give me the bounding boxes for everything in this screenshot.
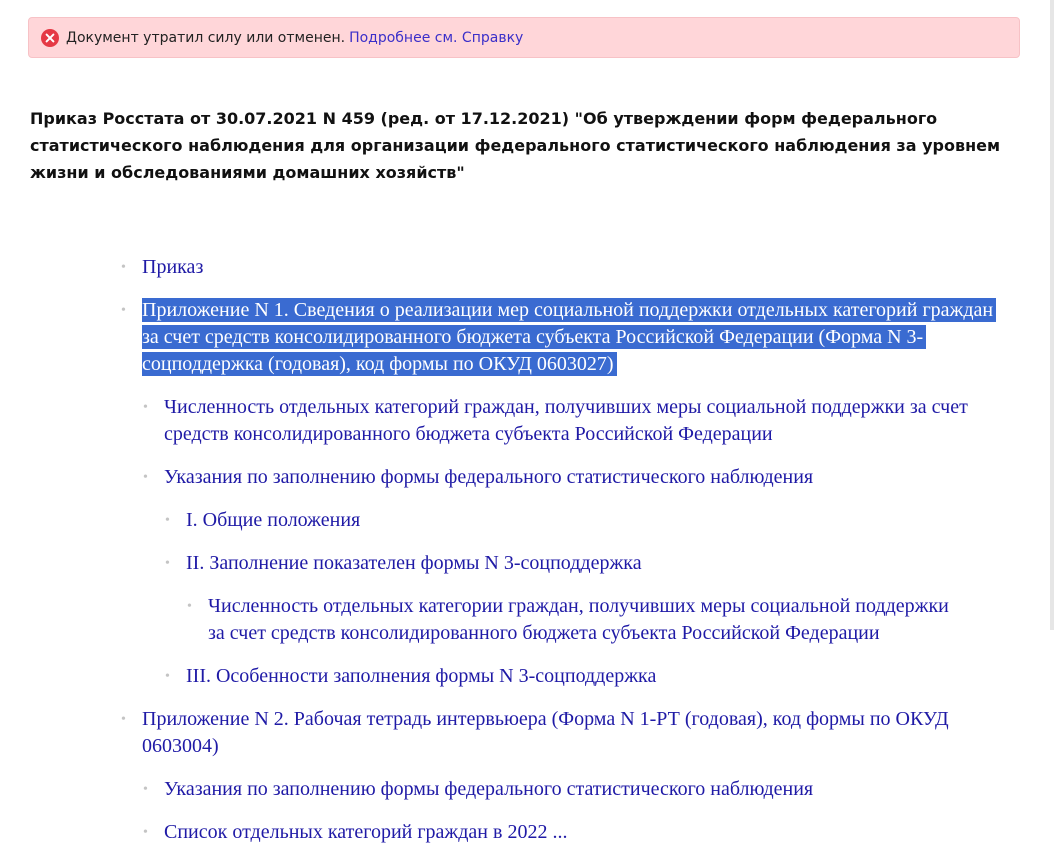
bullet-icon: • bbox=[121, 260, 126, 275]
error-circle-icon bbox=[41, 29, 59, 47]
toc-link[interactable] bbox=[142, 297, 1012, 378]
bullet-icon: • bbox=[143, 825, 148, 840]
toc-item-list-2022 bbox=[0, 819, 1014, 846]
toc-link[interactable]: Приказ bbox=[142, 256, 204, 278]
toc-item-beneficiaries-count-sub bbox=[0, 593, 968, 647]
toc-link[interactable]: Приложение N 2. Рабочая тетрадь интервьюера (Форма N 1-РТ (годовая), код формы по ОКУД 0603004) bbox=[142, 708, 949, 757]
toc-item-order bbox=[0, 254, 1012, 281]
help-link[interactable]: Подробнее см. Справку bbox=[349, 29, 524, 46]
bullet-icon: • bbox=[143, 470, 148, 485]
document-title: Приказ Росстата от 30.07.2021 N 459 (ред. от 17.12.2021) "Об утверждении форм федерального статистического наблюдения для организации федерального статистического наблюдения за уровнем жизни и обследованиями домашних хозяйств" bbox=[30, 109, 1001, 182]
alert-message: Документ утратил силу или отменен. bbox=[66, 29, 346, 46]
toc-item-appendix-1 bbox=[0, 297, 1012, 378]
bullet-icon: • bbox=[143, 782, 148, 797]
toc-item-instructions bbox=[0, 464, 1014, 491]
bullet-icon: • bbox=[121, 303, 126, 318]
toc-link[interactable]: II. Заполнение показателен формы N 3-соцподдержка bbox=[186, 552, 642, 574]
toc-item-filling-indicators bbox=[0, 550, 1016, 577]
bullet-icon: • bbox=[165, 556, 170, 571]
toc-link[interactable]: Список отдельных категорий граждан в 2022 ... bbox=[164, 821, 568, 843]
toc-link[interactable]: I. Общие положения bbox=[186, 509, 361, 531]
bullet-icon: • bbox=[143, 400, 148, 415]
toc-item-appendix-2 bbox=[0, 706, 1012, 760]
toc-item-beneficiaries-count bbox=[0, 394, 1014, 448]
bullet-icon: • bbox=[121, 712, 126, 727]
bullet-icon: • bbox=[165, 669, 170, 684]
toc-link[interactable]: Указания по заполнению формы федерального статистического наблюдения bbox=[164, 466, 814, 488]
toc-link[interactable]: Указания по заполнению формы федерального статистического наблюдения bbox=[164, 778, 814, 800]
bullet-icon: • bbox=[165, 513, 170, 528]
bullet-icon: • bbox=[187, 599, 192, 614]
toc-item-instructions-2 bbox=[0, 776, 1014, 803]
toc-item-general-provisions bbox=[0, 507, 1016, 534]
table-of-contents bbox=[0, 254, 1054, 858]
toc-item-filling-specifics bbox=[0, 663, 1016, 690]
selected-text: Приложение N 1. Сведения о реализации мер социальной поддержки отдельных категорий граждан за счет средств консолидированного бюджета субъекта Российской Федерации (Форма N 3-соцподдержка (годовая), код формы по ОКУД 0603027) bbox=[142, 298, 996, 376]
toc-link[interactable]: III. Особенности заполнения формы N 3-соцподдержка bbox=[186, 665, 657, 687]
toc-link[interactable]: Численность отдельных категории граждан, получивших меры социальной поддержки за счет средств консолидированного бюджета субъекта Российской Федерации bbox=[208, 595, 949, 644]
scrollbar-track[interactable] bbox=[1050, 0, 1054, 630]
toc-link[interactable]: Численность отдельных категорий граждан, получивших меры социальной поддержки за счет средств консолидированного бюджета субъекта Российской Федерации bbox=[164, 396, 968, 445]
document-status-alert bbox=[28, 17, 1020, 58]
